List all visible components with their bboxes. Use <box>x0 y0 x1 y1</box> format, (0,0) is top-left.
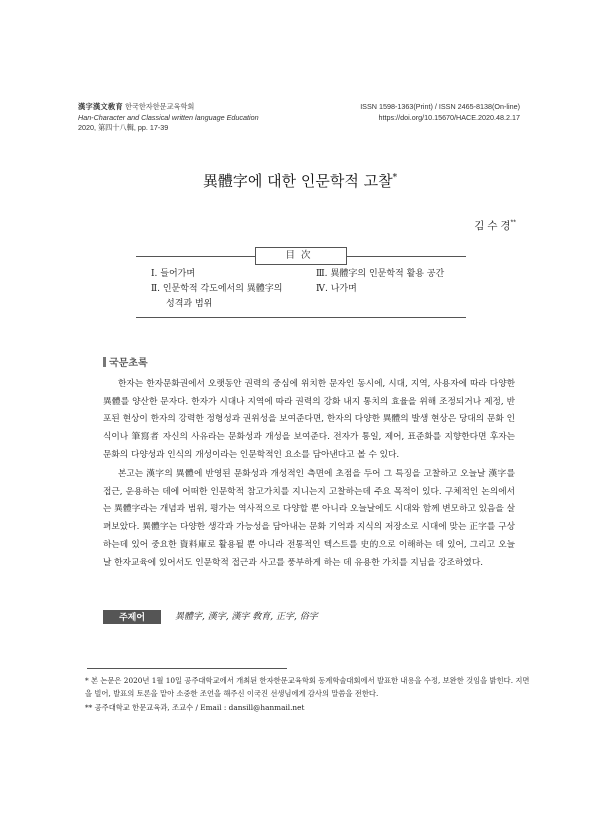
journal-header <box>78 102 259 134</box>
paper-title-text: 異體字에 대한 인문학적 고찰 <box>202 172 393 190</box>
journal-english-name: Han-Character and Classical written language Education <box>78 112 259 122</box>
doi-link[interactable]: https://doi.org/10.15670/HACE.2020.48.2.17 <box>378 112 520 122</box>
toc-item-1: Ⅰ. 들어가며 <box>151 269 196 279</box>
abstract-heading-text: 국문초록 <box>109 358 148 369</box>
abstract-paragraph-1: 한자는 한자문화권에서 오랫동안 권력의 중심에 위치한 문자인 동시에, 시대, 지역, 사용자에 따라 다양한 異體를 양산한 문자다. 한자가 시대나 지역에 따라 권력의 강화 내지 통치의 효율을 위해 조정되거나 제정, 반포된 현상이 한자의 강력한 정형성과 권위성을 보여준다면, 한자의 다양한 異體의 발생 현상은 당대의 문화 인식이나 筆寫者 자신의 사유라는 문화성과 개성을 보여준다. 전자가 통일, 제어, 표준화를 지향한다면 후자는 문화의 다양성과 인식의 개성이라는 인문학적인 요소를 담아낸다고 볼 수 있다. <box>103 379 515 460</box>
issn: ISSN 1598-1363(Print) / ISSN 2465-8138(On-line) <box>360 102 520 111</box>
toc-heading: 目次 <box>255 247 347 265</box>
footnote-2: ** 공주대학교 한문교육과, 조교수 / Email : dansill@hanmail.net <box>85 703 305 712</box>
footnote-1: * 본 논문은 2020년 1월 10일 공주대학교에서 개최된 한자한문교육학회 동계학술대회에서 발표한 내용을 수정, 보완한 것임을 밝힌다. 지면을 빌어, 발표의 토론을 맡아 소중한 조언을 해주신 이국진 선생님에게 감사의 말씀을 전한다. <box>85 676 530 698</box>
paper-title <box>0 170 600 191</box>
table-of-contents <box>136 256 466 318</box>
author-name: 김 수 경 <box>474 220 511 232</box>
abstract-paragraph-2: 본고는 漢字의 異體에 반영된 문화성과 개성적인 측면에 초점을 두어 그 특징을 고찰하고 오늘날 漢字를 접근, 운용하는 데에 어떠한 인문학적 참고가치를 지니는지 고찰하는데 주요 목적이 있다. 구체적인 논의에서는 異體字라는 개념과 범위, 평가는 역사적으로 다양할 뿐 아니라 오늘날에도 시대와 함께 변모하고 있음을 살펴보았다. 異體字는 다양한 생각과 가능성을 담아내는 문화 기억과 지식의 저장소로 시대에 맞는 正字를 구상하는데 있어 중요한 資料庫로 활용될 뿐 아니라 전통적인 텍스트를 史的으로 이해하는 데 있어, 그리고 오늘날 한자교육에 있어서도 인문학적 접근과 사고를 풍부하게 하는 데 유용한 가치를 지님을 강조하였다. <box>103 469 515 568</box>
footnote-divider <box>87 668 287 669</box>
identifier-header <box>360 102 520 123</box>
author-footnote-mark: ** <box>510 219 516 227</box>
toc-item-2: Ⅱ. 인문학적 각도에서의 異體字의 <box>151 284 283 294</box>
heading-bar-icon <box>103 357 106 367</box>
abstract-heading <box>103 354 148 369</box>
society-name: 한국한자한문교육학회 <box>124 102 195 111</box>
author <box>474 218 516 233</box>
journal-name: 漢字漢文敎育 <box>78 102 123 111</box>
keywords-label: 주제어 <box>103 610 161 624</box>
issue-info: 2020, 第四十八輯, pp. 17-39 <box>78 123 169 132</box>
toc-item-4: Ⅳ. 나가며 <box>316 284 357 294</box>
toc-item-3: Ⅲ. 異體字의 인문학적 활용 공간 <box>316 269 445 279</box>
title-footnote-mark: * <box>392 173 398 183</box>
keywords-text: 異體字, 漢字, 漢字 敎育, 正字, 俗字 <box>175 612 318 622</box>
toc-item-2-continued: 성격과 범위 <box>166 299 213 309</box>
